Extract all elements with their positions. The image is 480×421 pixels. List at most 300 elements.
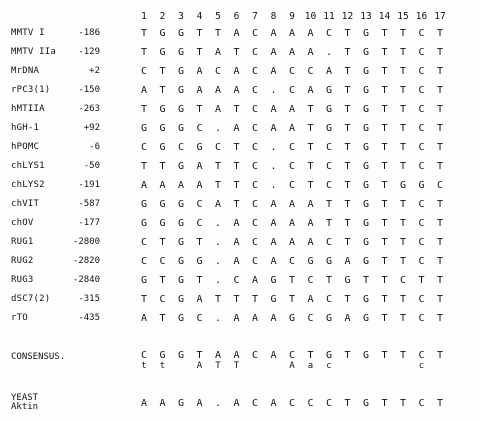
- consensus-base: A: [270, 350, 277, 361]
- yeast-label-line2: Aktin: [11, 402, 39, 412]
- nucleotide: C: [140, 237, 148, 248]
- column-number: 8: [270, 11, 277, 22]
- nucleotide: T: [381, 294, 388, 305]
- nucleotide: A: [214, 199, 222, 210]
- nucleotide: T: [307, 123, 314, 134]
- nucleotide: A: [307, 294, 314, 305]
- yeast-base: C: [307, 398, 314, 409]
- nucleotide: T: [344, 85, 351, 96]
- nucleotide: G: [140, 275, 148, 286]
- nucleotide: T: [140, 294, 148, 305]
- nucleotide: T: [196, 47, 203, 58]
- nucleotide: .: [270, 161, 277, 172]
- nucleotide: T: [196, 104, 203, 115]
- nucleotide: C: [251, 237, 259, 248]
- yeast-base: G: [177, 398, 185, 409]
- consensus-lower-row: [0, 361, 480, 375]
- sequence-row: [0, 274, 480, 288]
- nucleotide: C: [288, 66, 296, 77]
- nucleotide: T: [436, 218, 444, 229]
- nucleotide: A: [288, 237, 296, 248]
- nucleotide: T: [436, 104, 444, 115]
- nucleotide: A: [159, 180, 166, 191]
- nucleotide: T: [196, 28, 203, 39]
- nucleotide: C: [251, 85, 259, 96]
- sequence-position: +92: [83, 123, 100, 133]
- nucleotide: G: [270, 275, 277, 286]
- nucleotide: C: [233, 275, 240, 286]
- nucleotide: A: [196, 85, 203, 96]
- nucleotide: T: [233, 161, 240, 172]
- nucleotide: G: [177, 294, 185, 305]
- nucleotide: C: [288, 161, 296, 172]
- nucleotide: G: [362, 28, 370, 39]
- sequence-row: [0, 236, 480, 250]
- nucleotide: T: [344, 47, 351, 58]
- nucleotide: A: [196, 66, 203, 77]
- nucleotide: T: [214, 161, 222, 172]
- nucleotide: G: [362, 47, 370, 58]
- consensus-alt-base: T: [215, 361, 221, 371]
- nucleotide: C: [418, 85, 425, 96]
- yeast-base: A: [140, 398, 148, 409]
- consensus-base: T: [436, 350, 444, 361]
- yeast-base: G: [362, 398, 370, 409]
- nucleotide: .: [214, 313, 222, 324]
- yeast-base: C: [288, 398, 296, 409]
- nucleotide: .: [214, 256, 222, 267]
- nucleotide: T: [436, 142, 444, 153]
- nucleotide: C: [325, 237, 333, 248]
- nucleotide: T: [381, 161, 388, 172]
- nucleotide: A: [270, 47, 277, 58]
- consensus-base: C: [140, 350, 148, 361]
- sequence-name: RUG2: [11, 256, 34, 266]
- nucleotide: A: [177, 180, 185, 191]
- nucleotide: T: [159, 313, 166, 324]
- nucleotide: G: [177, 256, 185, 267]
- sequence-name: rPC3(1): [11, 85, 51, 95]
- nucleotide: A: [270, 218, 277, 229]
- nucleotide: T: [307, 104, 314, 115]
- nucleotide: T: [381, 256, 388, 267]
- nucleotide: G: [362, 199, 370, 210]
- nucleotide: G: [177, 123, 185, 134]
- nucleotide: G: [399, 180, 407, 191]
- nucleotide: A: [270, 199, 277, 210]
- nucleotide: A: [251, 275, 259, 286]
- nucleotide: A: [307, 47, 314, 58]
- nucleotide: C: [307, 275, 314, 286]
- nucleotide: T: [381, 218, 388, 229]
- nucleotide: C: [214, 66, 222, 77]
- yeast-base: T: [344, 398, 351, 409]
- consensus-alt-base: T: [233, 361, 240, 371]
- nucleotide: .: [214, 218, 222, 229]
- nucleotide: .: [214, 275, 222, 286]
- nucleotide: T: [436, 237, 444, 248]
- consensus-base: C: [251, 350, 259, 361]
- nucleotide: T: [381, 28, 388, 39]
- nucleotide: G: [177, 85, 185, 96]
- nucleotide: T: [399, 104, 407, 115]
- nucleotide: G: [307, 256, 314, 267]
- nucleotide: C: [140, 66, 148, 77]
- nucleotide: G: [196, 256, 203, 267]
- nucleotide: A: [233, 218, 240, 229]
- nucleotide: A: [233, 85, 240, 96]
- consensus-alt-base: a: [307, 361, 314, 371]
- sequence-row: [0, 160, 480, 174]
- sequence-position: -191: [78, 180, 100, 190]
- column-number: 1: [141, 11, 147, 22]
- nucleotide: G: [159, 142, 166, 153]
- nucleotide: T: [233, 199, 240, 210]
- nucleotide: .: [270, 180, 277, 191]
- consensus-base: G: [159, 350, 166, 361]
- nucleotide: T: [159, 161, 166, 172]
- nucleotide: C: [325, 180, 333, 191]
- nucleotide: C: [196, 199, 203, 210]
- nucleotide: G: [159, 104, 166, 115]
- nucleotide: T: [362, 275, 370, 286]
- nucleotide: T: [344, 199, 351, 210]
- nucleotide: T: [307, 180, 314, 191]
- consensus-base: G: [325, 350, 333, 361]
- sequence-position: +2: [89, 66, 100, 76]
- sequence-name: MrDNA: [11, 66, 40, 76]
- consensus-base: T: [307, 350, 314, 361]
- sequence-name: chLYS2: [11, 180, 45, 190]
- sequence-name: MMTV I: [11, 28, 45, 38]
- nucleotide: T: [399, 161, 407, 172]
- sequence-row: [0, 46, 480, 60]
- nucleotide: C: [196, 218, 203, 229]
- nucleotide: G: [362, 313, 370, 324]
- nucleotide: T: [436, 256, 444, 267]
- nucleotide: G: [325, 313, 333, 324]
- nucleotide: T: [344, 104, 351, 115]
- nucleotide: C: [251, 123, 259, 134]
- nucleotide: G: [362, 180, 370, 191]
- column-number: 16: [415, 11, 428, 22]
- nucleotide: G: [177, 218, 185, 229]
- nucleotide: T: [381, 85, 388, 96]
- nucleotide: G: [362, 142, 370, 153]
- nucleotide: A: [270, 237, 277, 248]
- sequence-name: MMTV IIa: [11, 47, 56, 57]
- nucleotide: A: [233, 313, 240, 324]
- sequence-row: [0, 179, 480, 193]
- nucleotide: A: [307, 85, 314, 96]
- nucleotide: C: [288, 85, 296, 96]
- nucleotide: T: [381, 199, 388, 210]
- consensus-alt-base: A: [289, 361, 295, 371]
- nucleotide: G: [362, 294, 370, 305]
- yeast-base: T: [381, 398, 388, 409]
- nucleotide: C: [325, 294, 333, 305]
- nucleotide: G: [159, 47, 166, 58]
- nucleotide: C: [418, 256, 425, 267]
- sequence-position: -129: [78, 47, 100, 57]
- nucleotide: C: [251, 180, 259, 191]
- nucleotide: A: [325, 66, 333, 77]
- consensus-label: CONSENSUS.: [11, 352, 66, 362]
- nucleotide: C: [307, 313, 314, 324]
- nucleotide: C: [288, 142, 296, 153]
- nucleotide: C: [177, 142, 185, 153]
- nucleotide: T: [436, 275, 444, 286]
- nucleotide: T: [233, 104, 240, 115]
- consensus-base: C: [288, 350, 296, 361]
- nucleotide: T: [159, 85, 166, 96]
- nucleotide: C: [436, 180, 444, 191]
- nucleotide: T: [140, 104, 148, 115]
- nucleotide: G: [177, 275, 185, 286]
- nucleotide: C: [418, 47, 425, 58]
- sequence-position: -587: [78, 199, 100, 209]
- nucleotide: A: [270, 313, 277, 324]
- sequence-name: rTO: [11, 313, 28, 323]
- nucleotide: T: [381, 142, 388, 153]
- nucleotide: G: [177, 66, 185, 77]
- nucleotide: T: [399, 66, 407, 77]
- nucleotide: T: [436, 294, 444, 305]
- consensus-base: T: [399, 350, 407, 361]
- nucleotide: C: [399, 275, 407, 286]
- sequence-row: [0, 84, 480, 98]
- nucleotide: C: [418, 218, 425, 229]
- nucleotide: T: [399, 256, 407, 267]
- nucleotide: A: [233, 237, 240, 248]
- nucleotide: T: [140, 47, 148, 58]
- nucleotide: C: [325, 28, 333, 39]
- nucleotide: A: [196, 294, 203, 305]
- consensus-base: A: [233, 350, 240, 361]
- nucleotide: C: [325, 142, 333, 153]
- sequence-position: -2820: [72, 256, 100, 266]
- nucleotide: T: [251, 294, 259, 305]
- sequence-position: -50: [83, 161, 100, 171]
- nucleotide: T: [233, 47, 240, 58]
- yeast-label-line1: YEAST: [11, 393, 39, 403]
- nucleotide: A: [233, 28, 240, 39]
- nucleotide: C: [251, 218, 259, 229]
- nucleotide: C: [251, 142, 259, 153]
- nucleotide: G: [140, 123, 148, 134]
- consensus-base: C: [418, 350, 425, 361]
- yeast-base: C: [418, 398, 425, 409]
- sequence-position: -2840: [72, 275, 100, 285]
- nucleotide: A: [270, 66, 277, 77]
- nucleotide: G: [159, 123, 166, 134]
- nucleotide: C: [418, 161, 425, 172]
- nucleotide: T: [436, 161, 444, 172]
- nucleotide: T: [436, 313, 444, 324]
- nucleotide: G: [177, 237, 185, 248]
- nucleotide: C: [251, 47, 259, 58]
- nucleotide: T: [288, 294, 296, 305]
- nucleotide: T: [233, 142, 240, 153]
- nucleotide: A: [288, 47, 296, 58]
- nucleotide: G: [177, 313, 185, 324]
- nucleotide: G: [177, 47, 185, 58]
- nucleotide: A: [214, 85, 222, 96]
- column-number: 5: [215, 11, 221, 22]
- nucleotide: A: [288, 28, 296, 39]
- nucleotide: A: [288, 199, 296, 210]
- nucleotide: T: [399, 28, 407, 39]
- column-number: 13: [360, 11, 372, 22]
- nucleotide: T: [399, 199, 407, 210]
- column-number: 3: [178, 11, 184, 22]
- nucleotide: T: [381, 237, 388, 248]
- column-number: 6: [233, 11, 240, 22]
- sequence-row: [0, 103, 480, 117]
- nucleotide: T: [399, 237, 407, 248]
- nucleotide: C: [307, 66, 314, 77]
- yeast-base: .: [214, 398, 222, 409]
- nucleotide: G: [325, 104, 333, 115]
- nucleotide: T: [288, 275, 296, 286]
- nucleotide: C: [251, 66, 259, 77]
- nucleotide: C: [251, 256, 259, 267]
- consensus-alt-base: A: [196, 361, 203, 371]
- nucleotide: C: [159, 256, 166, 267]
- nucleotide: A: [288, 218, 296, 229]
- yeast-sequence-row: [0, 397, 480, 411]
- column-number: 12: [341, 11, 354, 22]
- nucleotide: A: [233, 123, 240, 134]
- nucleotide: T: [436, 47, 444, 58]
- nucleotide: G: [159, 28, 166, 39]
- nucleotide: C: [418, 313, 425, 324]
- nucleotide: G: [159, 218, 166, 229]
- nucleotide: T: [381, 180, 388, 191]
- nucleotide: G: [177, 28, 185, 39]
- nucleotide: C: [418, 237, 425, 248]
- nucleotide: G: [288, 313, 296, 324]
- nucleotide: A: [214, 47, 222, 58]
- yeast-base: C: [325, 398, 333, 409]
- nucleotide: T: [233, 180, 240, 191]
- nucleotide: G: [196, 142, 203, 153]
- nucleotide: C: [140, 256, 148, 267]
- column-number-header: [0, 10, 480, 24]
- column-number: 10: [304, 11, 317, 22]
- nucleotide: C: [140, 142, 148, 153]
- column-number: 4: [196, 11, 203, 22]
- nucleotide: T: [381, 47, 388, 58]
- nucleotide: T: [344, 237, 351, 248]
- sequence-position: -6: [89, 142, 100, 152]
- nucleotide: T: [436, 85, 444, 96]
- nucleotide: G: [362, 123, 370, 134]
- yeast-base: A: [270, 398, 277, 409]
- nucleotide: G: [362, 161, 370, 172]
- sequence-name: hPOMC: [11, 142, 40, 152]
- nucleotide: T: [436, 123, 444, 134]
- yeast-base: A: [233, 398, 240, 409]
- consensus-alt-base: c: [326, 361, 332, 371]
- nucleotide: G: [177, 161, 185, 172]
- nucleotide: A: [270, 123, 277, 134]
- nucleotide: C: [418, 66, 425, 77]
- nucleotide: G: [418, 180, 425, 191]
- nucleotide: G: [177, 199, 185, 210]
- sequence-row: [0, 122, 480, 136]
- nucleotide: G: [325, 256, 333, 267]
- sequence-row: [0, 65, 480, 79]
- nucleotide: C: [196, 313, 203, 324]
- sequence-row: [0, 217, 480, 231]
- column-number: 7: [252, 11, 258, 22]
- yeast-base: A: [196, 398, 203, 409]
- nucleotide: T: [140, 28, 148, 39]
- consensus-base: G: [177, 350, 185, 361]
- consensus-base: T: [381, 350, 388, 361]
- nucleotide: A: [140, 313, 148, 324]
- nucleotide: A: [307, 28, 314, 39]
- nucleotide: C: [418, 104, 425, 115]
- nucleotide: T: [418, 275, 425, 286]
- nucleotide: G: [362, 104, 370, 115]
- sequence-row: [0, 255, 480, 269]
- nucleotide: G: [362, 85, 370, 96]
- nucleotide: G: [362, 237, 370, 248]
- nucleotide: T: [325, 199, 333, 210]
- yeast-base: A: [159, 398, 166, 409]
- nucleotide: A: [140, 180, 148, 191]
- nucleotide: A: [251, 313, 259, 324]
- nucleotide: A: [307, 199, 314, 210]
- sequence-name: chLYS1: [11, 161, 45, 171]
- sequence-row: [0, 141, 480, 155]
- nucleotide: G: [177, 104, 185, 115]
- nucleotide: A: [270, 256, 277, 267]
- sequence-name: hGH-1: [11, 123, 40, 133]
- nucleotide: A: [214, 104, 222, 115]
- sequence-name: chOV: [11, 218, 34, 228]
- nucleotide: T: [436, 66, 444, 77]
- nucleotide: A: [270, 28, 277, 39]
- nucleotide: T: [344, 294, 351, 305]
- consensus-base: T: [344, 350, 351, 361]
- nucleotide: G: [270, 294, 277, 305]
- nucleotide: A: [270, 104, 277, 115]
- consensus-base: A: [214, 350, 222, 361]
- nucleotide: A: [196, 180, 203, 191]
- nucleotide: .: [270, 85, 277, 96]
- yeast-base: T: [399, 398, 407, 409]
- nucleotide: T: [399, 218, 407, 229]
- sequence-name: dSC7(2): [11, 294, 51, 304]
- nucleotide: T: [140, 161, 148, 172]
- nucleotide: T: [344, 28, 351, 39]
- nucleotide: G: [344, 275, 351, 286]
- nucleotide: G: [362, 256, 370, 267]
- nucleotide: T: [307, 161, 314, 172]
- sequence-row: [0, 27, 480, 41]
- sequence-name: hMTIIA: [11, 104, 45, 114]
- nucleotide: A: [196, 161, 203, 172]
- nucleotide: C: [288, 256, 296, 267]
- sequence-row: [0, 312, 480, 326]
- nucleotide: T: [159, 66, 166, 77]
- nucleotide: T: [436, 28, 444, 39]
- nucleotide: T: [381, 275, 388, 286]
- nucleotide: T: [233, 294, 240, 305]
